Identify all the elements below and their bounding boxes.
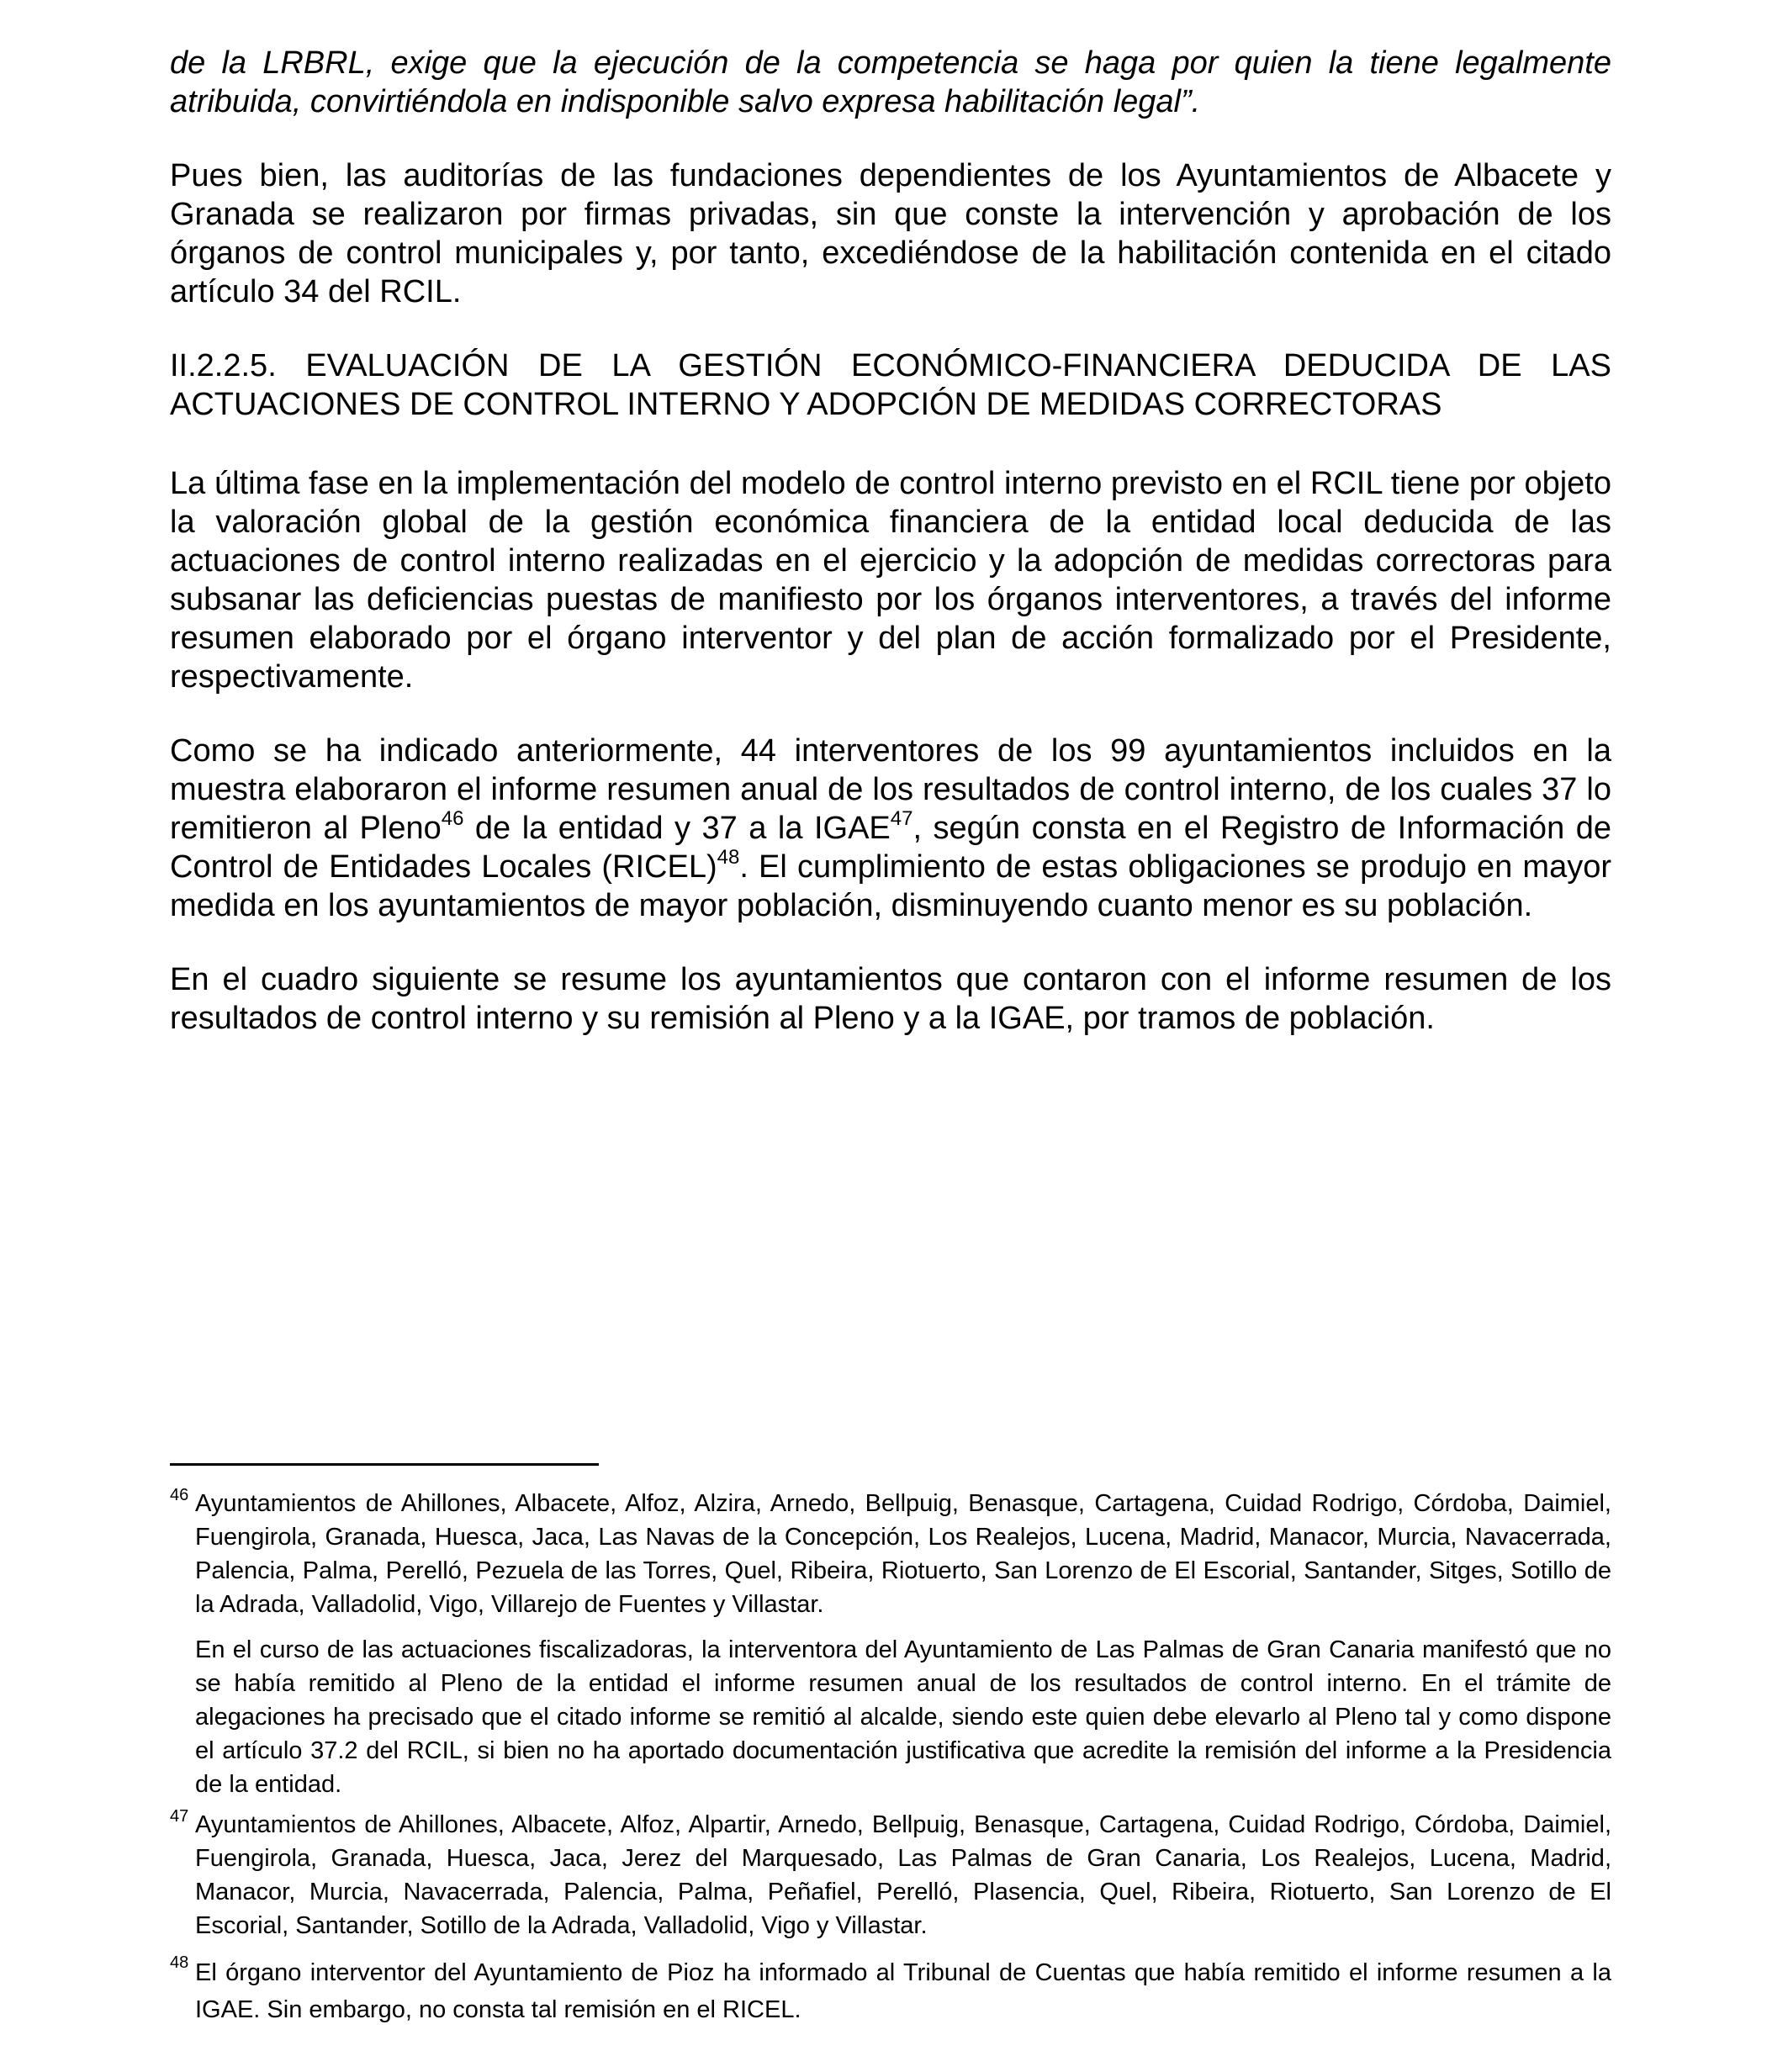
footnotes: [170, 1487, 1611, 2040]
paragraph-table-intro: En el cuadro siguiente se resume los ayuntamientos que contaron con el informe resumen de los resultados de control interno y su remisión al Pleno y a la IGAE, por tramos de población.: [170, 962, 1611, 1036]
text-segment: , según consta en el Registro de Información de Control de Entidades Locales (RICEL): [170, 811, 1611, 885]
footnote-ref-47[interactable]: 47: [890, 807, 913, 831]
footnote-ref-48[interactable]: 48: [717, 846, 740, 870]
text-segment: Como se ha indicado anteriormente, 44 interventores de los 99 ayuntamientos incluidos en la muestra elaboraron el informe resumen anual de los resultados de control interno, de los cuales 37 lo remitieron al Pleno: [170, 733, 1611, 846]
text-segment: de la entidad y 37 a la IGAE: [463, 811, 891, 846]
footnote-46-continuation: En el curso de las actuaciones fiscalizadoras, la interventora del Ayuntamiento de Las Palmas de Gran Canaria manifestó que no se había remitido al Pleno de la entidad el informe resumen anual de los resultados de control interno. En el trámite de alegaciones ha precisado que el citado informe se remitió al alcalde, siendo este quien debe elevarlo al Pleno tal y como dispone el artículo 37.2 del RCIL, si bien no ha aportado documentación justificativa que acredite la remisión del informe a la Presidencia de la entidad.: [195, 1636, 1611, 1798]
footnote-separator: [170, 1463, 599, 1466]
paragraph-last-phase: La última fase en la implementación del modelo de control interno previsto en el RCIL tiene por objeto la valoración global de la gestión económica financiera de la entidad local deducida de las actuaciones de control interno realizadas en el ejercicio y la adopción de medidas correctoras para subsanar las deficiencias puestas de manifiesto por los órganos interventores, a través del informe resumen elaborado por el órgano interventor y del plan de acción formalizado por el Presidente, respectivamente.: [170, 466, 1611, 695]
footnote-47: [170, 1808, 1611, 1942]
footnote-text: Ayuntamientos de Ahillones, Albacete, Alfoz, Alpartir, Arnedo, Bellpuig, Benasque, Cartagena, Cuidad Rodrigo, Córdoba, Daimiel, Fuengirola, Granada, Huesca, Jaca, Jerez del Marquesado, Las Palmas de Gran Canaria, Los Realejos, Lucena, Madrid, Manacor, Murcia, Navacerrada, Palencia, Palma, Peñafiel, Perelló, Plasencia, Quel, Ribeira, Riotuerto, San Lorenzo de El Escorial, Santander, Sotillo de la Adrada, Valladolid, Vigo y Villastar.: [195, 1811, 1611, 1939]
text-segment: . El cumplimiento de estas obligaciones se produjo en mayor medida en los ayuntamientos de mayor población, disminuyendo cuanto menor es su población.: [170, 849, 1612, 923]
paragraph-interventores: [170, 732, 1611, 925]
footnote-text: El órgano interventor del Ayuntamiento de Pioz ha informado al Tribunal de Cuentas que había remitido el informe resumen a la IGAE. Sin embargo, no consta tal remisión en el RICEL.: [195, 1959, 1611, 2023]
document-body: [170, 44, 1611, 1073]
footnote-number: 48: [170, 1953, 189, 1972]
footnote-number: 47: [170, 1807, 189, 1826]
footnote-number: 46: [170, 1486, 189, 1504]
footnote-48: [170, 1954, 1611, 2028]
footnote-ref-46[interactable]: 46: [441, 807, 464, 831]
quote-continuation: de la LRBRL, exige que la ejecución de la competencia se haga por quien la tiene legalmente atribuida, convirtiéndola en indisponible salvo expresa habilitación legal”.: [170, 45, 1611, 119]
footnote-46: [170, 1487, 1611, 1621]
footnote-text: Ayuntamientos de Ahillones, Albacete, Alfoz, Alzira, Arnedo, Bellpuig, Benasque, Cartagena, Cuidad Rodrigo, Córdoba, Daimiel, Fuengirola, Granada, Huesca, Jaca, Las Navas de la Concepción, Los Realejos, Lucena, Madrid, Manacor, Murcia, Navacerrada, Palencia, Palma, Perelló, Pezuela de las Torres, Quel, Ribeira, Riotuerto, San Lorenzo de El Escorial, Santander, Sitges, Sotillo de la Adrada, Valladolid, Vigo, Villarejo de Fuentes y Villastar.: [195, 1490, 1611, 1618]
section-heading: II.2.2.5. EVALUACIÓN DE LA GESTIÓN ECONÓMICO-FINANCIERA DEDUCIDA DE LAS ACTUACIONES DE CONTROL INTERNO Y ADOPCIÓN DE MEDIDAS CORRECTORAS: [170, 348, 1611, 422]
paragraph-audits: Pues bien, las auditorías de las fundaciones dependientes de los Ayuntamientos de Albacete y Granada se realizaron por firmas privadas, sin que conste la intervención y aprobación de los órganos de control municipales y, por tanto, excediéndose de la habilitación contenida en el citado artículo 34 del RCIL.: [170, 158, 1611, 309]
